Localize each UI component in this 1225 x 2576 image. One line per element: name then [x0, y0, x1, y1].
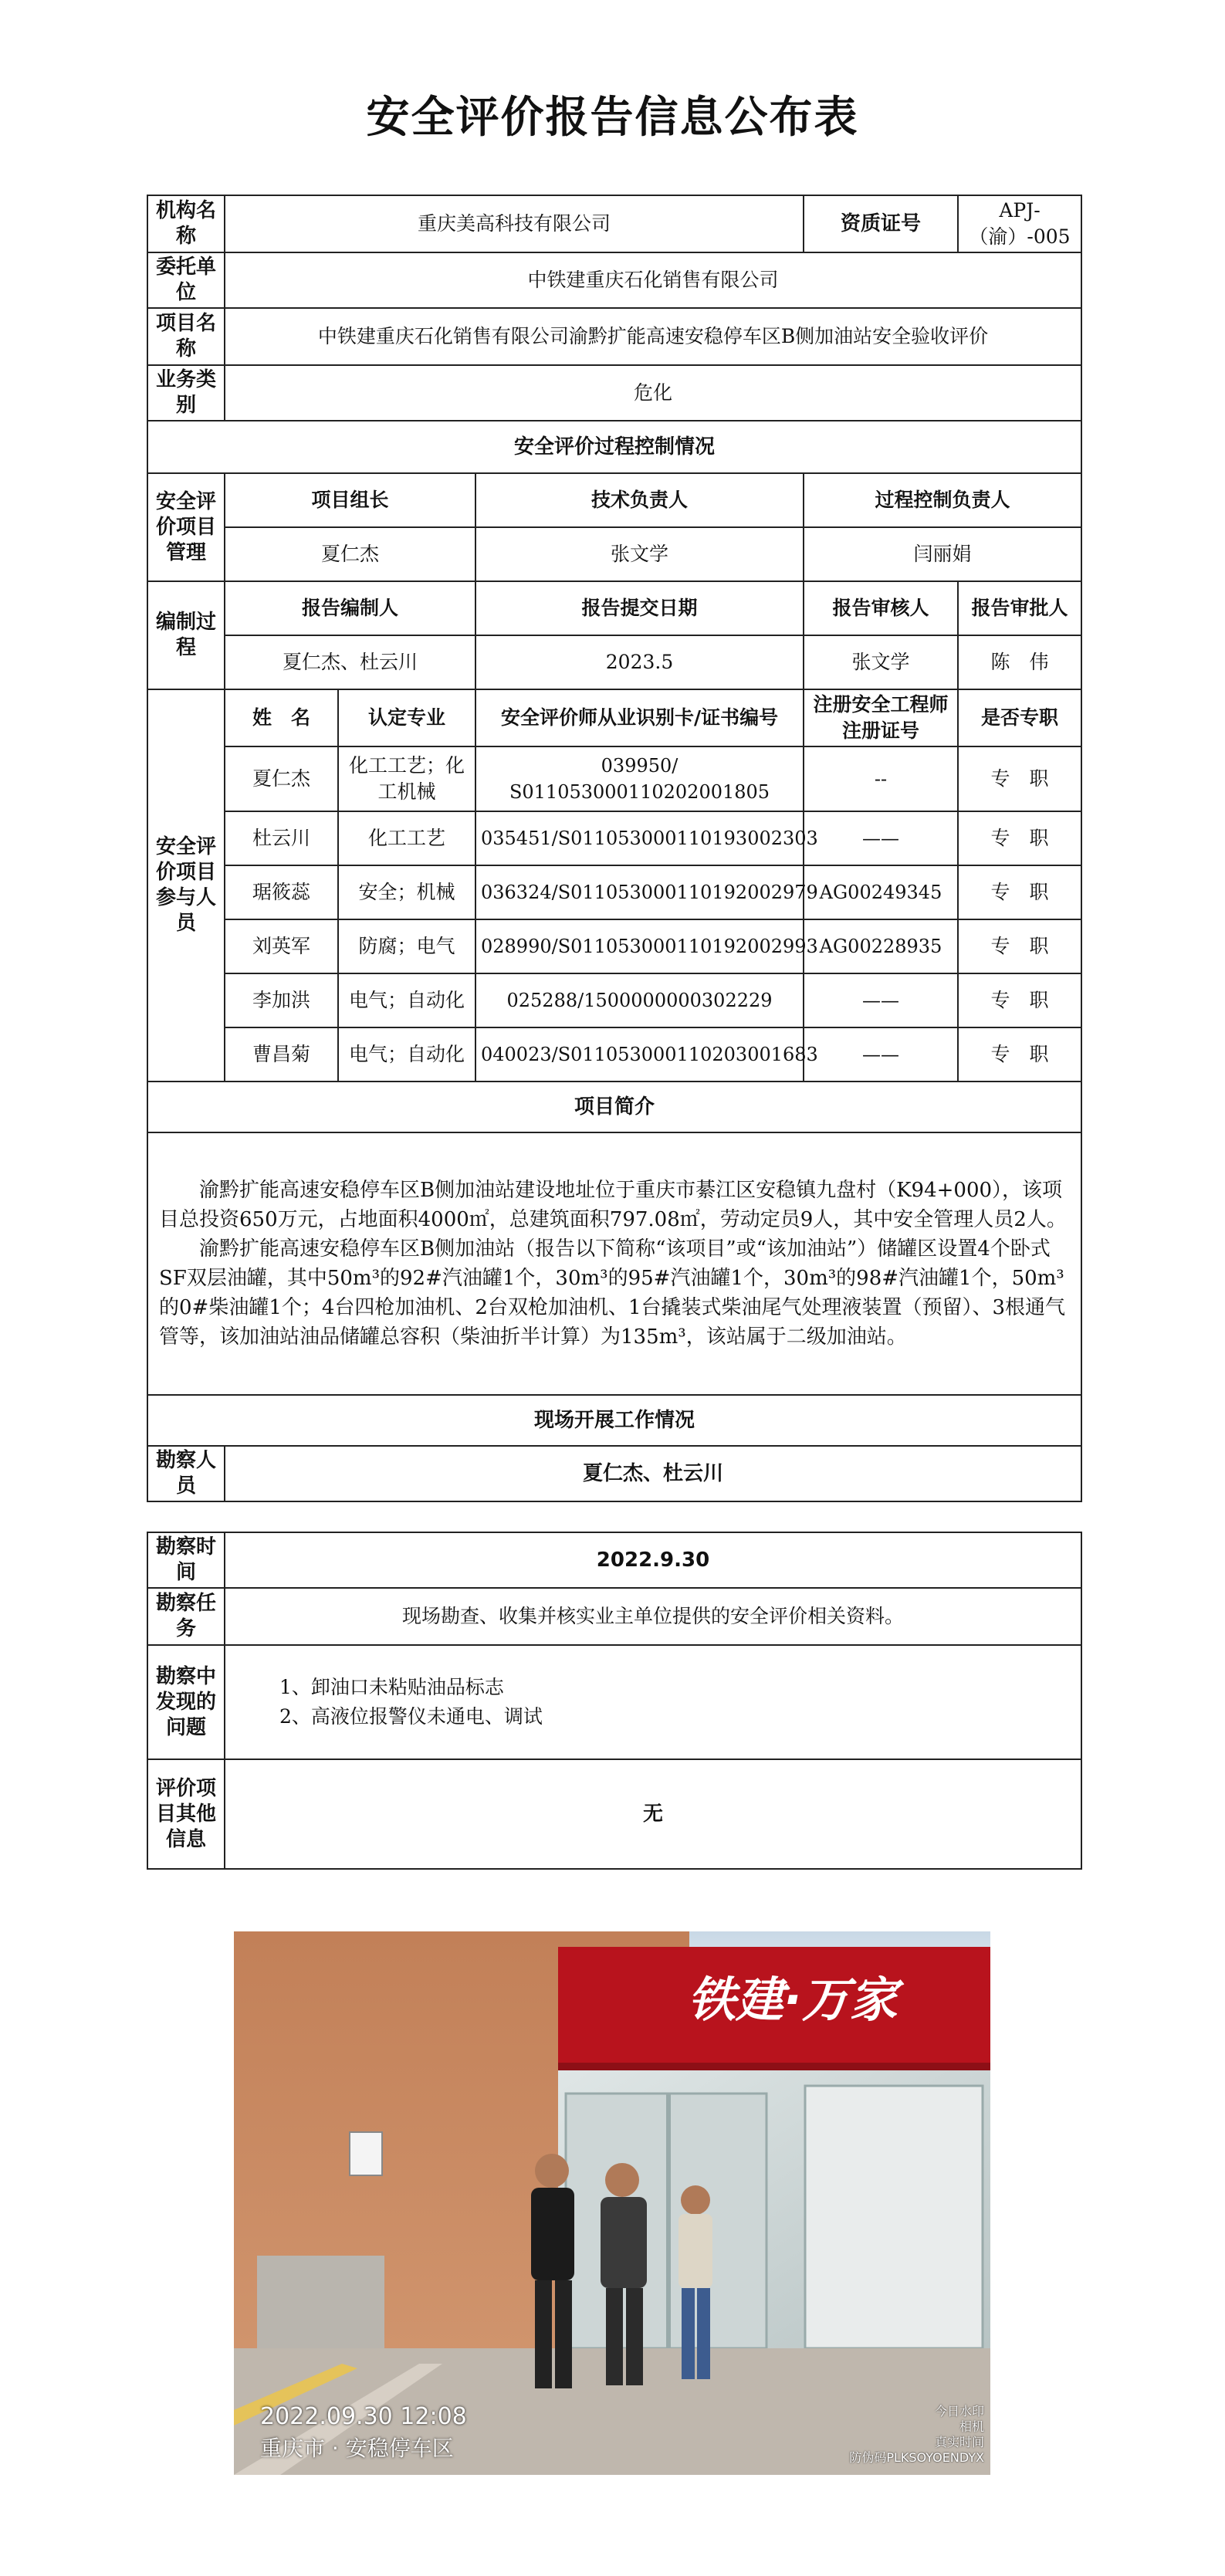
intro-paragraph: 渝黔扩能高速安稳停车区B侧加油站建设地址位于重庆市綦江区安稳镇九盘村（K94+000），该项目总投资650万元，占地面积4000㎡，总建筑面积797.08㎡，劳动定员9人，其中安全管理人员2人。	[159, 1179, 1067, 1231]
participant-fulltime: 专 职	[958, 973, 1081, 1027]
store-sign-text: 铁建·万家	[688, 1972, 898, 2028]
participant-reg: AG00249345	[804, 865, 958, 919]
participant-major: 电气；自动化	[338, 1027, 475, 1082]
participants-header: 是否专职	[958, 689, 1081, 746]
participant-fulltime: 专 职	[958, 1027, 1081, 1082]
intro-heading: 项目简介	[147, 1082, 1081, 1132]
participant-major: 化工工艺；化工机械	[338, 746, 475, 811]
process-section-row	[147, 421, 1081, 473]
participants-header-row	[147, 689, 1081, 746]
fieldwork-time-row	[147, 1532, 1081, 1588]
participant-major: 安全；机械	[338, 865, 475, 919]
table-row	[147, 973, 1081, 1027]
watermark-camera: 相机	[959, 2419, 984, 2434]
fieldwork-time-label: 勘察时间	[147, 1532, 225, 1588]
participants-header: 姓 名	[225, 689, 338, 746]
management-header-row	[147, 473, 1081, 527]
compilation-value-row	[147, 635, 1081, 689]
participant-fulltime: 专 职	[958, 746, 1081, 811]
cert-value: APJ-（渝）-005	[958, 195, 1081, 252]
participant-major: 化工工艺	[338, 811, 475, 865]
info-table	[147, 195, 1082, 1502]
participant-cert: 039950/ S011053000110202001805	[475, 746, 804, 811]
compilation-header: 报告审核人	[804, 581, 958, 635]
photo-watermark	[849, 2404, 984, 2466]
project-label: 项目名称	[147, 308, 225, 365]
participant-cert: 040023/S011053000110203001683	[475, 1027, 804, 1082]
photo-timestamp: 2022.09.30 12:08	[260, 2403, 467, 2430]
org-row	[147, 195, 1081, 252]
fieldwork-heading-row	[147, 1395, 1081, 1446]
participants-header: 认定专业	[338, 689, 475, 746]
page-title: 安全评价报告信息公布表	[366, 93, 859, 143]
cert-label: 资质证号	[804, 195, 958, 252]
participant-fulltime: 专 职	[958, 865, 1081, 919]
compilation-value: 陈 伟	[958, 635, 1081, 689]
participant-fulltime: 专 职	[958, 919, 1081, 973]
intro-body-row	[147, 1132, 1081, 1395]
fieldwork-task-label: 勘察任务	[147, 1588, 225, 1645]
fieldwork-other-row	[147, 1759, 1081, 1869]
intro-body	[147, 1132, 1081, 1395]
watermark-brand: 今日水印	[934, 2404, 984, 2419]
table-row	[147, 1027, 1081, 1082]
fieldwork-task-value: 现场勘查、收集并核实业主单位提供的安全评价相关资料。	[225, 1588, 1081, 1645]
fieldwork-staff-label: 勘察人员	[147, 1446, 225, 1501]
compilation-label: 编制过程	[147, 581, 225, 689]
compilation-value: 张文学	[804, 635, 958, 689]
list-item: 1、卸油口未粘贴油品标志	[279, 1676, 504, 1698]
business-value: 危化	[225, 365, 1081, 421]
participant-cert: 035451/S011053000110193002303	[475, 811, 804, 865]
management-value: 闫丽娟	[804, 527, 1081, 581]
participant-name: 夏仁杰	[225, 746, 338, 811]
participant-name: 李加洪	[225, 973, 338, 1027]
management-label: 安全评价项目管理	[147, 473, 225, 581]
participant-name: 刘英军	[225, 919, 338, 973]
participant-reg: --	[804, 746, 958, 811]
fieldwork-heading: 现场开展工作情况	[147, 1395, 1081, 1446]
client-row	[147, 252, 1081, 308]
table-row	[147, 746, 1081, 811]
compilation-header: 报告提交日期	[475, 581, 804, 635]
participants-header: 安全评价师从业识别卡/证书编号	[475, 689, 804, 746]
participant-cert: 036324/S011053000110192002979	[475, 865, 804, 919]
participant-cert: 028990/S011053000110192002993	[475, 919, 804, 973]
table-row	[147, 811, 1081, 865]
client-value: 中铁建重庆石化销售有限公司	[225, 252, 1081, 308]
org-label: 机构名称	[147, 195, 225, 252]
photo-location: 重庆市 · 安稳停车区	[260, 2436, 454, 2461]
intro-paragraph: 渝黔扩能高速安稳停车区B侧加油站（报告以下简称“该项目”或“该加油站”）储罐区设置4个卧式SF双层油罐，其中50m³的92#汽油罐1个，30m³的95#汽油罐1个，30m³的98#汽油罐1个，50m³的0#柴油罐1个；4台四枪加油机、2台双枪加油机、1台撬装式柴油尾气处理液装置（预留）、3根通气管等，该加油站油品储罐总容积（柴油折半计算）为135m³，该站属于二级加油站。	[159, 1237, 1066, 1349]
org-value: 重庆美高科技有限公司	[225, 195, 804, 252]
project-value: 中铁建重庆石化销售有限公司渝黔扩能高速安稳停车区B侧加油站安全验收评价	[225, 308, 1081, 365]
compilation-value: 2023.5	[475, 635, 804, 689]
watermark-time-label: 真实时间	[934, 2435, 984, 2449]
fieldwork-table	[147, 1532, 1082, 1870]
management-value: 张文学	[475, 527, 804, 581]
participant-name: 曹昌菊	[225, 1027, 338, 1082]
participant-reg: ——	[804, 973, 958, 1027]
participants-label: 安全评价项目参与人员	[147, 689, 225, 1082]
process-section-heading: 安全评价过程控制情况	[147, 421, 1081, 473]
participant-reg: ——	[804, 811, 958, 865]
management-header: 技术负责人	[475, 473, 804, 527]
fieldwork-issues-label: 勘察中发现的问题	[147, 1645, 225, 1759]
site-photo	[234, 1931, 990, 2475]
fieldwork-other-value: 无	[225, 1759, 1081, 1869]
participant-major: 电气；自动化	[338, 973, 475, 1027]
management-header: 项目组长	[225, 473, 475, 527]
table-row	[147, 865, 1081, 919]
participant-cert: 025288/1500000000302229	[475, 973, 804, 1027]
table-row	[147, 919, 1081, 973]
project-row	[147, 308, 1081, 365]
management-value: 夏仁杰	[225, 527, 475, 581]
management-value-row	[147, 527, 1081, 581]
fieldwork-staff-value: 夏仁杰、杜云川	[225, 1446, 1081, 1501]
compilation-header: 报告审批人	[958, 581, 1081, 635]
business-row	[147, 365, 1081, 421]
list-item: 2、高液位报警仪未通电、调试	[279, 1705, 543, 1728]
participant-reg: ——	[804, 1027, 958, 1082]
fieldwork-other-label: 评价项目其他信息	[147, 1759, 225, 1869]
fieldwork-issues-list	[225, 1645, 1081, 1759]
compilation-header: 报告编制人	[225, 581, 475, 635]
fieldwork-task-row	[147, 1588, 1081, 1645]
client-label: 委托单位	[147, 252, 225, 308]
fieldwork-time-value: 2022.9.30	[225, 1532, 1081, 1588]
participant-reg: AG00228935	[804, 919, 958, 973]
fieldwork-staff-row	[147, 1446, 1081, 1501]
watermark-code: 防伪码PLKSOYOENDYX	[849, 2450, 984, 2465]
participant-name: 杜云川	[225, 811, 338, 865]
compilation-header-row	[147, 581, 1081, 635]
participants-header: 注册安全工程师注册证号	[804, 689, 958, 746]
fieldwork-issues-row	[147, 1645, 1081, 1759]
compilation-value: 夏仁杰、杜云川	[225, 635, 475, 689]
participant-major: 防腐；电气	[338, 919, 475, 973]
participant-name: 琚筱蕊	[225, 865, 338, 919]
management-header: 过程控制负责人	[804, 473, 1081, 527]
participant-fulltime: 专 职	[958, 811, 1081, 865]
site-photo-illustration	[234, 1931, 990, 2475]
intro-heading-row	[147, 1082, 1081, 1132]
business-label: 业务类别	[147, 365, 225, 421]
